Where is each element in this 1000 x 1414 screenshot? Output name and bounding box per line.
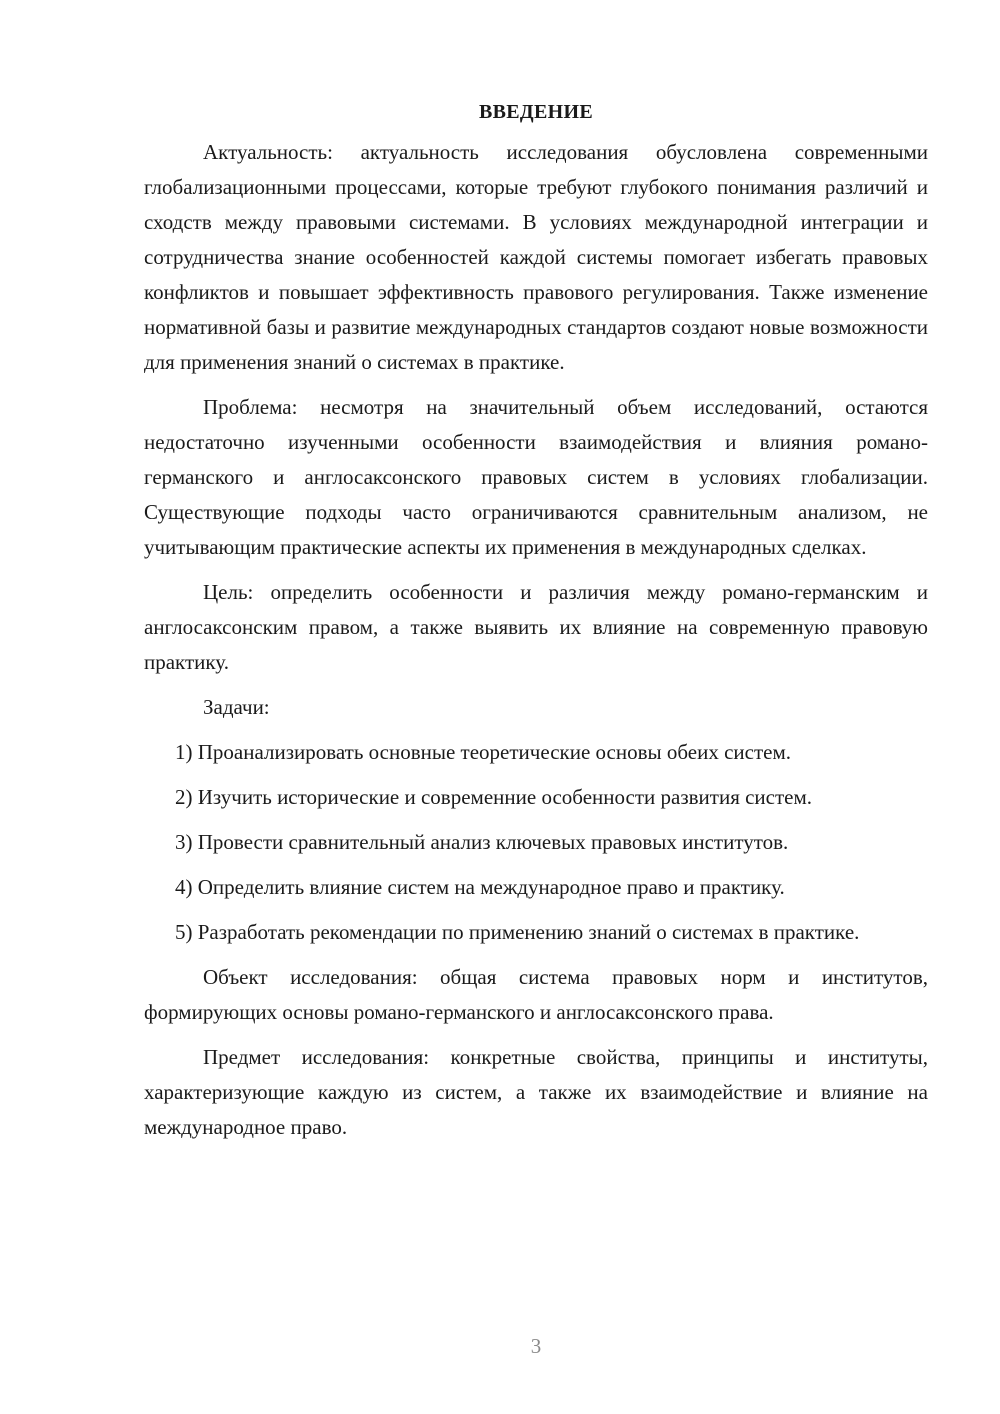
section-title: ВВЕДЕНИЕ (479, 101, 593, 123)
task-item-4: 4) Определить влияние систем на международное право и практику. (175, 875, 785, 899)
task-item-1: 1) Проанализировать основные теоретические основы обеих систем. (175, 740, 792, 764)
object-paragraph: Объект исследования: общая система правовых норм и институтов, формирующих основы романо-германского и англосаксонского права. (144, 965, 928, 1024)
problem-paragraph: Проблема: несмотря на значительный объем исследований, остаются недостаточно изученными особенности взаимодействия и влияния романо-германского и англосаксонского правовых систем в условиях глобализации. Существующие подходы часто ограничиваются сравнительным анализом, не учитывающим практические аспекты их применения в международных сделках. (144, 395, 928, 559)
task-item-3: 3) Провести сравнительный анализ ключевых правовых институтов. (175, 830, 789, 854)
task-item-2: 2) Изучить исторические и современние особенности развития систем. (175, 785, 813, 809)
relevance-paragraph: Актуальность: актуальность исследования обусловлена современными глобализационными процессами, которые требуют глубокого понимания различий и сходств между правовыми системами. В условиях международной интеграции и сотрудничества знание особенностей каждой системы помогает избегать правовых конфликтов и повышает эффективность правового регулирования. Также изменение нормативной базы и развитие международных стандартов создают новые возможности для применения знаний о системах в практике. (144, 140, 928, 374)
goal-paragraph: Цель: определить особенности и различия между романо-германским и англосаксонским правом, а также выявить их влияние на современную правовую практику. (144, 580, 928, 674)
task-item-5: 5) Разработать рекомендации по применению знаний о системах в практике. (175, 920, 860, 944)
page-number: 3 (530, 1334, 542, 1358)
tasks-label: Задачи: (203, 695, 270, 719)
page-content (144, 96, 928, 1155)
subject-paragraph: Предмет исследования: конкретные свойства, принципы и институты, характеризующие каждую из систем, а также их взаимодействие и влияние на международное право. (144, 1045, 928, 1139)
